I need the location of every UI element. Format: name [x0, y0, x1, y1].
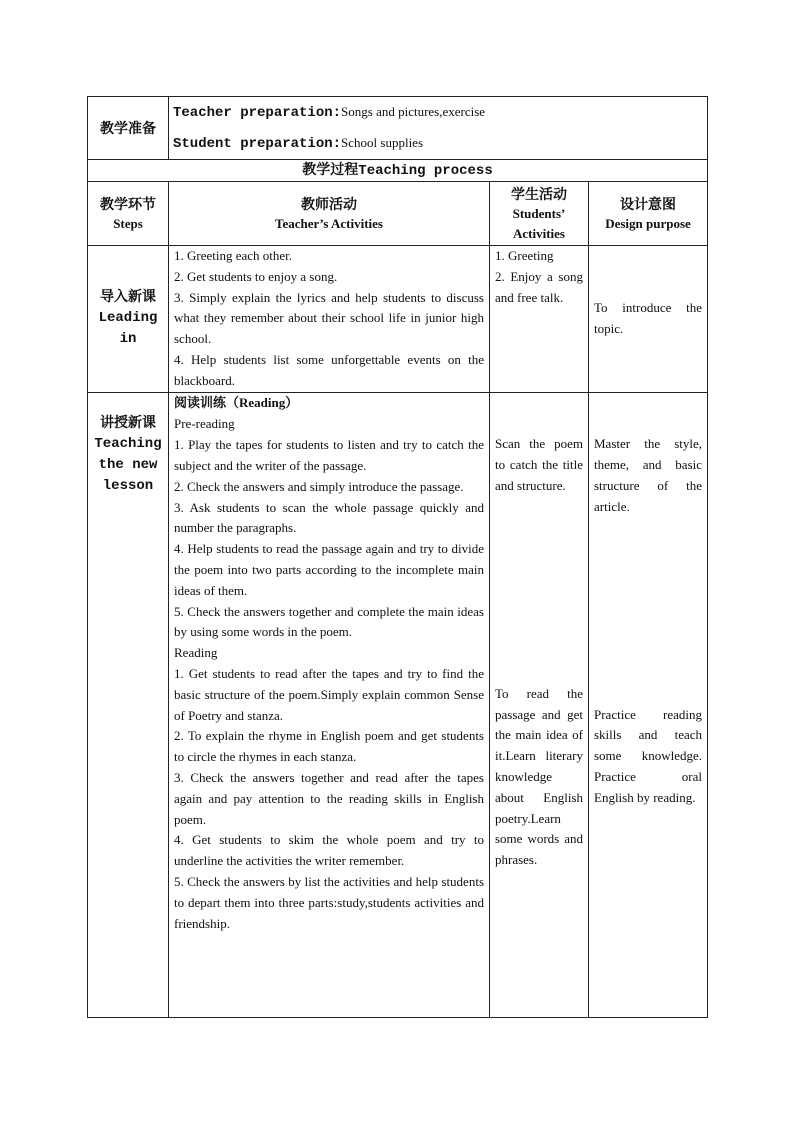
list-item: 1. Greeting — [495, 248, 554, 263]
list-item: 5. Check the answers together and complete the main ideas by using some words in the poem. — [174, 603, 484, 640]
list-item: 1. Get students to read after the tapes and try to find the basic structure of the poem.Simply explain common Sense of Poetry and stanza. — [174, 665, 484, 723]
student-reading: To read the passage and get the main idea of it.Learn literary knowledge about English poetry.Learn some words and phrases. — [495, 685, 583, 868]
teacher-preparation-value: Songs and pictures,exercise — [341, 104, 486, 119]
reading-heading-en: （Reading） — [226, 394, 299, 410]
preparation-content — [169, 97, 708, 160]
step-en: Teaching the new lesson — [94, 435, 162, 494]
list-item: 2. Get students to enjoy a song. — [174, 268, 338, 284]
list-item: 3. Ask students to scan the whole passage quickly and number the paragraphs. — [174, 499, 484, 536]
reading-heading — [174, 393, 484, 415]
table-row — [88, 246, 708, 393]
student-preparation-value: School supplies — [341, 135, 424, 150]
steps-header — [88, 182, 169, 246]
teacher-header-en: Teacher’s Activities — [275, 215, 383, 231]
design-pre-reading: Master the style, theme, and basic structure of the article. — [594, 436, 703, 514]
design-header — [589, 182, 708, 246]
reading-label: Reading — [174, 645, 218, 661]
teacher-preparation — [169, 97, 707, 128]
teacher-preparation-label: Teacher preparation: — [173, 105, 342, 121]
pre-reading-label: Pre-reading — [174, 416, 235, 432]
teacher-activities — [169, 246, 490, 393]
student-header-en: Students’ Activities — [512, 205, 566, 241]
column-header-row — [88, 182, 708, 246]
teacher-activities — [169, 392, 490, 1017]
student-activities — [490, 392, 589, 1017]
list-item: 1. Play the tapes for students to listen and try to catch the subject and the writer of the passage. — [174, 437, 484, 473]
step-cn: 讲授新课 — [100, 414, 156, 431]
table-row — [88, 392, 708, 1017]
list-item: 4. Help students list some unforgettable events on the blackboard. — [174, 351, 484, 388]
teacher-header-cn: 教师活动 — [301, 196, 357, 213]
list-item: 4. Get students to skim the whole poem and try to underline the activities the writer remember. — [174, 832, 484, 869]
list-item: 2. To explain the rhyme in English poem and get students to circle the rhymes in each stanza. — [174, 728, 484, 765]
design-header-cn: 设计意图 — [620, 196, 676, 213]
design-header-en: Design purpose — [605, 215, 691, 231]
process-title-cn: 教学过程 — [302, 162, 359, 178]
design-reading: Practice reading skills and teach some knowledge. Practice oral English by reading. — [594, 706, 703, 805]
list-item: 1. Greeting each other. — [174, 248, 293, 263]
list-item: 2. Enjoy a song and free talk. — [495, 268, 583, 305]
process-title — [88, 160, 708, 182]
process-title-en: Teaching process — [358, 163, 493, 179]
step-leading-in — [88, 246, 169, 393]
student-preparation-label: Student preparation: — [173, 136, 342, 152]
steps-header-cn: 教学环节 — [100, 196, 156, 213]
reading-heading-cn: 阅读训练 — [174, 395, 227, 411]
student-header — [490, 182, 589, 246]
list-item: 3. Check the answers together and read after the tapes again and pay attention to the reading skills in English poem. — [174, 769, 484, 827]
design-purpose — [589, 392, 708, 1017]
teacher-header — [169, 182, 490, 246]
student-preparation — [169, 128, 707, 159]
design-purpose — [589, 246, 708, 393]
step-en: Leading in — [98, 310, 158, 348]
steps-header-en: Steps — [113, 215, 143, 231]
list-item: 2. Check the answers and simply introduce the passage. — [174, 478, 464, 494]
list-item: 3. Simply explain the lyrics and help students to discuss what they remember about their school life in junior high school. — [174, 289, 484, 347]
preparation-row — [88, 97, 708, 160]
lesson-plan-table — [87, 96, 708, 1018]
step-teaching — [88, 392, 169, 1017]
student-pre-reading: Scan the poem to catch the title and structure. — [495, 436, 583, 493]
student-activities — [490, 246, 589, 393]
list-item: 5. Check the answers by list the activities and help students to depart them into three parts:study,students activities and friendship. — [174, 873, 484, 931]
process-title-row — [88, 160, 708, 182]
preparation-label: 教学准备 — [88, 97, 169, 160]
step-cn: 导入新课 — [100, 289, 156, 306]
design-text: To introduce the topic. — [594, 299, 703, 336]
student-header-cn: 学生活动 — [511, 186, 567, 203]
list-item: 4. Help students to read the passage again and try to divide the poem into two parts according to the incomplete main ideas of them. — [174, 541, 484, 598]
